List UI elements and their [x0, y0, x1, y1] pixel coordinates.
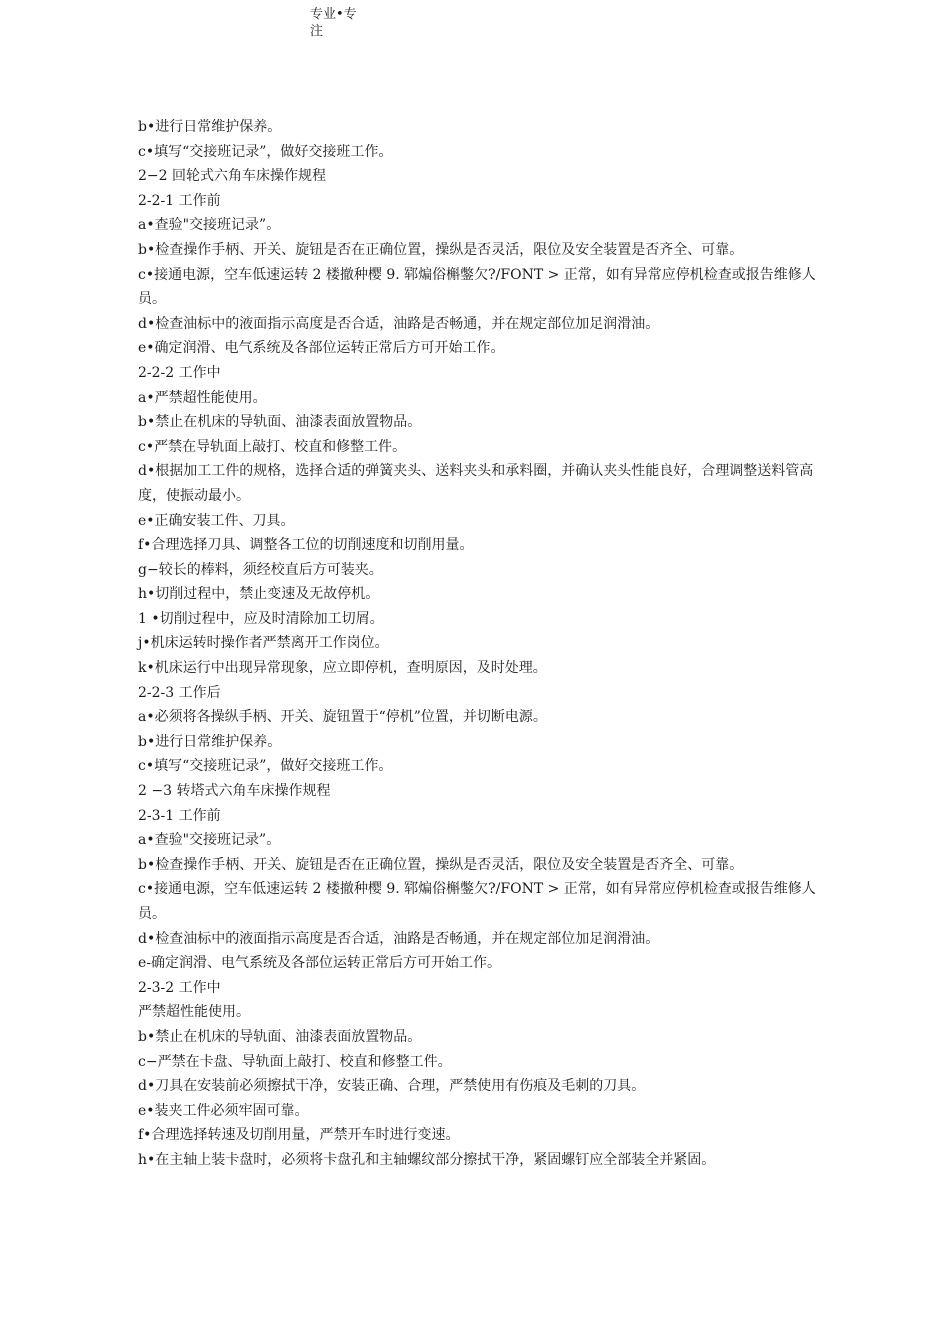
text-line: f•合理选择转速及切削用量，严禁开车时进行变速。	[138, 1127, 460, 1144]
text-line: b•检查操作手柄、开关、旋钮是否在正确位置，操纵是否灵活，限位及安全装置是否齐全、可靠。	[138, 856, 744, 873]
text-line: c•严禁在导轨面上敲打、校直和修整工件。	[138, 438, 407, 455]
header-line-1: 专业•专	[310, 7, 357, 22]
text-line: j•机床运转时操作者严禁离开工作岗位。	[138, 635, 389, 652]
text-line: f•合理选择刀具、调整各工位的切削速度和切削用量。	[138, 537, 474, 554]
header-line-2: 注	[310, 24, 324, 39]
text-line: d•检查油标中的液面指示高度是否合适，油路是否畅通，并在规定部位加足润滑油。	[138, 930, 660, 947]
text-line: d•根据加工工件的规格，选择合适的弹簧夹头、送料夹头和承料圈，并确认夹头性能良好，合理调整送料管高度，使振动最小。	[138, 463, 814, 504]
subsection-heading: 2-2-2 工作中	[138, 364, 221, 381]
text-line: e•装夹工件必须牢固可靠。	[138, 1102, 309, 1119]
text-line: c•接通电源，空车低速运转 2 楼撤种樱 9. 郓煸俗槲鐅欠?/FONT > 正常，如有异常应停机检查或报告维修人员。	[138, 881, 816, 922]
text-line: a•查验"交接班记录”。	[138, 832, 281, 849]
text-line: g−较长的棒料，须经校直后方可装夹。	[138, 561, 383, 578]
text-line: d•刀具在安装前必须擦拭干净，安装正确、合理，严禁使用有伤痕及毛刺的刀具。	[138, 1078, 646, 1095]
text-line: b•禁止在机床的导轨面、油漆表面放置物品。	[138, 414, 422, 431]
document-body	[138, 115, 818, 1173]
text-line: e•正确安装工件、刀具。	[138, 512, 295, 529]
text-line: d•检查油标中的液面指示高度是否合适，油路是否畅通，并在规定部位加足润滑油。	[138, 315, 660, 332]
text-line: a•查验"交接班记录”。	[138, 217, 281, 234]
text-line: h•切削过程中，禁止变速及无故停机。	[138, 586, 380, 603]
text-line: a•必须将各操纵手柄、开关、旋钮置于“停机”位置，并切断电源。	[138, 709, 547, 726]
text-line: b•检查操作手柄、开关、旋钮是否在正确位置，操纵是否灵活，限位及安全装置是否齐全、可靠。	[138, 241, 744, 258]
text-line: b•禁止在机床的导轨面、油漆表面放置物品。	[138, 1028, 422, 1045]
section-heading: 2−2 回轮式六角车床操作规程	[138, 168, 326, 185]
text-line: e•确定润滑、电气系统及各部位运转正常后方可开始工作。	[138, 340, 505, 357]
text-line: h•在主轴上装卡盘时，必须将卡盘孔和主轴螺纹部分擦拭干净，紧固螺钉应全部装全并紧固。	[138, 1151, 716, 1168]
text-line: 严禁超性能使用。	[138, 1004, 250, 1021]
text-line: c−严禁在卡盘、导轨面上敲打、校直和修整工件。	[138, 1053, 452, 1070]
page-header	[310, 6, 370, 40]
text-line: 1 •切削过程中，应及时清除加工切屑。	[138, 610, 384, 627]
subsection-heading: 2-2-1 工作前	[138, 192, 221, 209]
text-line: c•填写“交接班记录”，做好交接班工作。	[138, 143, 393, 160]
text-line: a•严禁超性能使用。	[138, 389, 267, 406]
subsection-heading: 2-2-3 工作后	[138, 684, 221, 701]
subsection-heading: 2-3-2 工作中	[138, 979, 221, 996]
section-heading: 2 −3 转塔式六角车床操作规程	[138, 783, 331, 800]
subsection-heading: 2-3-1 工作前	[138, 807, 221, 824]
text-line: c•填写“交接班记录”，做好交接班工作。	[138, 758, 393, 775]
text-line: k•机床运行中出现异常现象，应立即停机，查明原因，及时处理。	[138, 660, 547, 677]
text-line: e-确定润滑、电气系统及各部位运转正常后方可开始工作。	[138, 955, 502, 972]
text-line: b•进行日常维护保养。	[138, 119, 282, 135]
text-line: b•进行日常维护保养。	[138, 733, 282, 750]
text-line: c•接通电源，空车低速运转 2 楼撤种樱 9. 郓煸俗槲鐅欠?/FONT > 正常，如有异常应停机检查或报告维修人员。	[138, 266, 816, 308]
